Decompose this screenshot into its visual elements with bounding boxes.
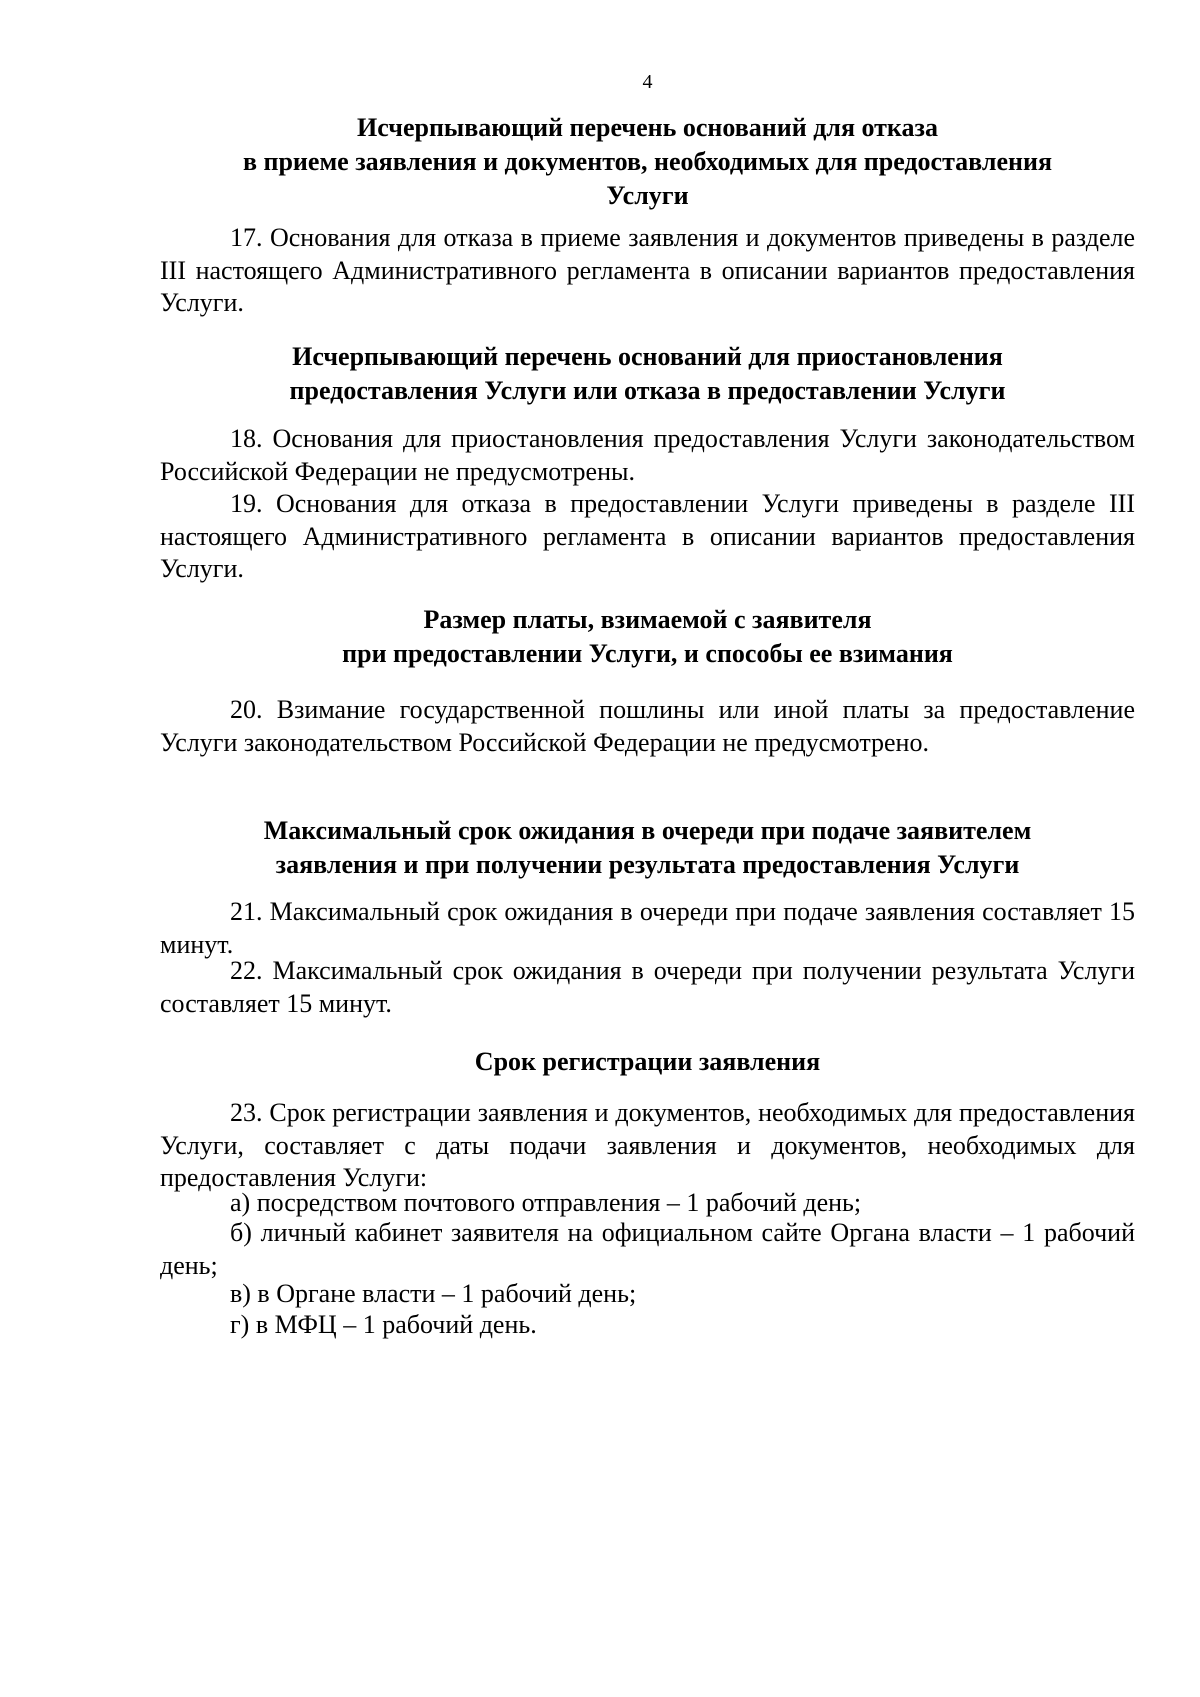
paragraph-18: 18. Основания для приостановления предоставления Услуги законодательством Российской Федерации не предусмотрены. (160, 424, 1135, 486)
section-heading-queue-time (160, 814, 1135, 882)
heading-line: Исчерпывающий перечень оснований для отказа (357, 113, 938, 142)
paragraph-23: 23. Срок регистрации заявления и документов, необходимых для предоставления Услуги, составляет с даты подачи заявления и документов, необходимых для предоставления Услуги: (160, 1098, 1135, 1192)
heading-line: в приеме заявления и документов, необходимых для предоставления (242, 147, 1053, 176)
page-number: 4 (642, 71, 653, 93)
heading-line: предоставления Услуги или отказа в предоставлении Услуги (289, 376, 1006, 405)
section-heading-suspension (160, 340, 1135, 408)
heading-line: Исчерпывающий перечень оснований для приостановления (292, 342, 1003, 371)
section-heading-refusal-reception (160, 111, 1135, 213)
section-heading-fee (160, 603, 1135, 671)
heading-line: Срок регистрации заявления (474, 1047, 821, 1076)
list-item-b: б) личный кабинет заявителя на официальном сайте Органа власти – 1 рабочий день; (160, 1218, 1135, 1280)
list-item-v: в) в Органе власти – 1 рабочий день; (230, 1279, 637, 1308)
paragraph-20: 20. Взимание государственной пошлины или иной платы за предоставление Услуги законодательством Российской Федерации не предусмотрено. (160, 695, 1135, 757)
section-heading-registration-term (160, 1045, 1135, 1079)
heading-line: Максимальный срок ожидания в очереди при подаче заявителем (263, 816, 1032, 845)
heading-line: при предоставлении Услуги, и способы ее взимания (342, 639, 953, 668)
paragraph-17: 17. Основания для отказа в приеме заявления и документов приведены в разделе III настоящего Административного регламента в описании вариантов предоставления Услуги. (160, 223, 1135, 317)
list-item-a: а) посредством почтового отправления – 1 рабочий день; (230, 1188, 862, 1217)
list-item-g: г) в МФЦ – 1 рабочий день. (230, 1310, 537, 1339)
paragraph-21: 21. Максимальный срок ожидания в очереди при подаче заявления составляет 15 минут. (160, 897, 1135, 959)
heading-line: заявления и при получении результата предоставления Услуги (275, 850, 1020, 879)
heading-line: Услуги (606, 181, 689, 210)
paragraph-22: 22. Максимальный срок ожидания в очереди при получении результата Услуги составляет 15 минут. (160, 956, 1135, 1018)
heading-line: Размер платы, взимаемой с заявителя (423, 605, 872, 634)
paragraph-19: 19. Основания для отказа в предоставлении Услуги приведены в разделе III настоящего Административного регламента в описании вариантов предоставления Услуги. (160, 489, 1135, 583)
